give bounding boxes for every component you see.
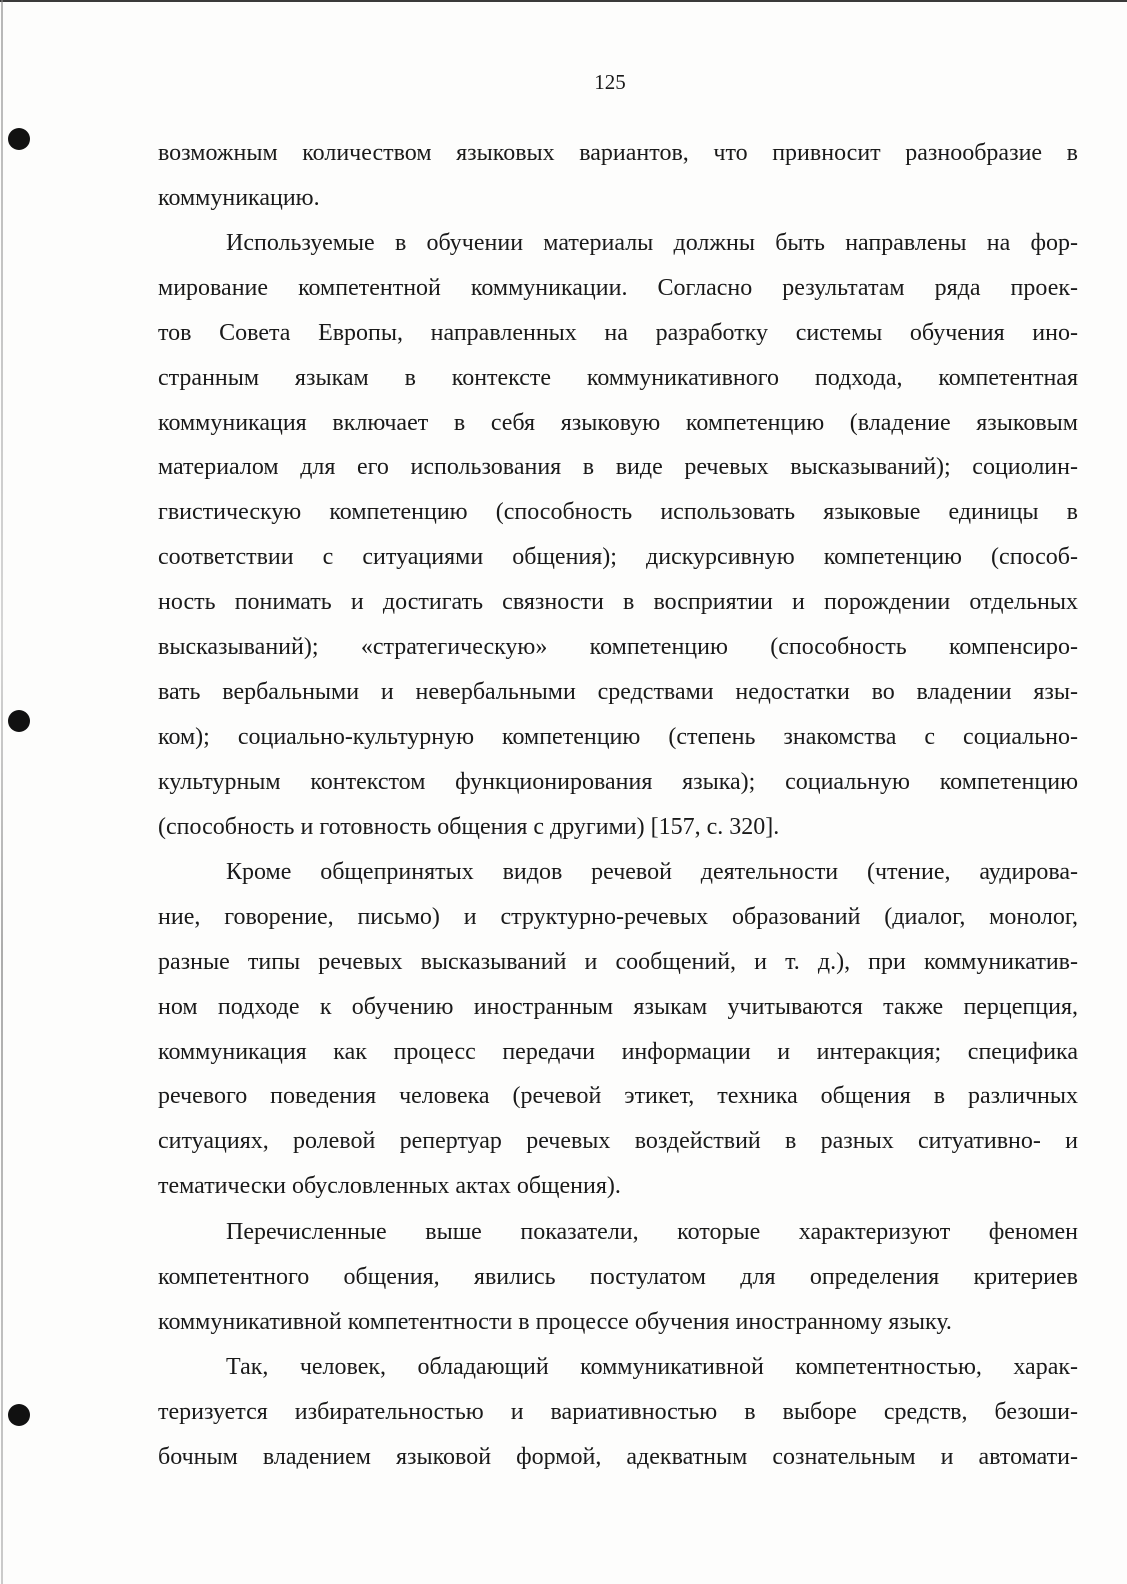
text-line: (способность и готовность общения с другими) [157, с. 320].: [158, 813, 780, 840]
text-line: материалом для его использования в виде речевых высказываний); социолин-: [158, 454, 1078, 481]
page-number: 125: [594, 70, 626, 94]
paragraph-1: [158, 131, 1078, 221]
binder-hole-icon: [8, 1404, 30, 1426]
text-line: тематически обусловленных актах общения).: [158, 1173, 621, 1200]
text-line: речевого поведения человека (речевой этикет, техника общения в различных: [158, 1083, 1078, 1110]
text-line: теризуется избирательностью и вариативностью в выборе средств, безоши-: [158, 1398, 1078, 1425]
text-line: компетентного общения, явились постулатом для определения критериев: [158, 1263, 1078, 1290]
text-line: коммуникация как процесс передачи информации и интеракция; специфика: [158, 1038, 1078, 1065]
text-line: бочным владением языковой формой, адекватным сознательным и автомати-: [158, 1443, 1078, 1470]
text-line: гвистическую компетенцию (способность использовать языковые единицы в: [158, 499, 1078, 526]
text-line: коммуникация включает в себя языковую компетенцию (владение языковым: [158, 409, 1078, 436]
text-line: ситуациях, ролевой репертуар речевых воздействий в разных ситуативно- и: [158, 1128, 1078, 1155]
paragraph-2: [158, 221, 1078, 849]
binder-hole-icon: [8, 128, 30, 150]
text-line: Так, человек, обладающий коммуникативной компетентностью, харак-: [226, 1354, 1078, 1380]
text-line: возможным количеством языковых вариантов, что привносит разнообразие в: [158, 140, 1078, 166]
text-line: ность понимать и достигать связности в восприятии и порождении отдельных: [158, 589, 1078, 616]
paragraph-4: [158, 1210, 1078, 1345]
text-line: Перечисленные выше показатели, которые характеризуют феномен: [226, 1219, 1078, 1245]
text-line: высказываний); «стратегическую» компетенцию (способность компенсиро-: [158, 634, 1078, 661]
text-line: коммуникативной компетентности в процессе обучения иностранному языку.: [158, 1308, 952, 1335]
text-line: Используемые в обучении материалы должны быть направлены на фор-: [226, 230, 1078, 256]
text-line: культурным контекстом функционирования языка); социальную компетенцию: [158, 768, 1078, 795]
paragraph-3: [158, 850, 1078, 1209]
text-line: тов Совета Европы, направленных на разработку системы обучения ино-: [158, 319, 1078, 346]
text-line: мирование компетентной коммуникации. Согласно результатам ряда проек-: [158, 274, 1078, 301]
text-line: ние, говорение, письмо) и структурно-речевых образований (диалог, монолог,: [158, 903, 1078, 930]
binder-hole-icon: [8, 710, 30, 732]
text-line: соответствии с ситуациями общения); дискурсивную компетенцию (способ-: [158, 544, 1078, 571]
text-line: Кроме общепринятых видов речевой деятельности (чтение, аудирова-: [226, 859, 1078, 885]
text-line: ном подходе к обучению иностранным языкам учитываются также перцепция,: [158, 993, 1078, 1020]
text-line: странным языкам в контексте коммуникативного подхода, компетентная: [158, 364, 1078, 391]
paragraph-5: [158, 1345, 1078, 1480]
text-line: ком); социально-культурную компетенцию (степень знакомства с социально-: [158, 723, 1078, 750]
left-scan-edge: [1, 0, 3, 1584]
top-scan-edge: [0, 0, 1127, 2]
text-line: коммуникацию.: [158, 184, 320, 211]
text-line: вать вербальными и невербальными средствами недостатки во владении язы-: [158, 678, 1078, 705]
text-line: разные типы речевых высказываний и сообщений, и т. д.), при коммуникатив-: [158, 948, 1078, 975]
